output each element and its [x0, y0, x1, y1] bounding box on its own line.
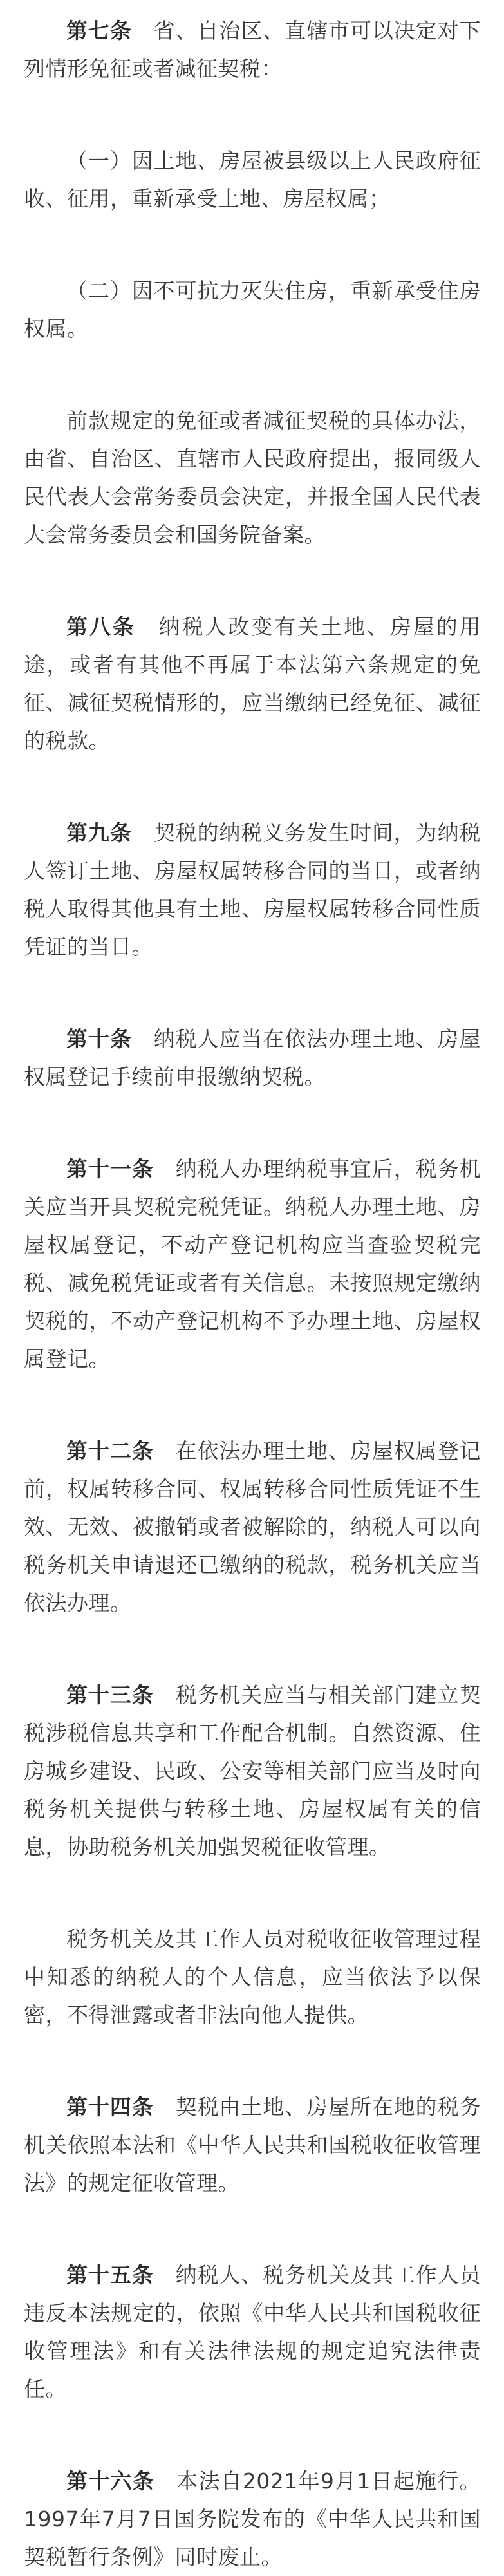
paragraph-text: （一）因土地、房屋被县级以上人民政府征收、征用，重新承受土地、房屋权属； [24, 148, 481, 211]
article-heading: 第八条 [66, 614, 136, 639]
paragraph-text: 省、自治区、直辖市可以决定对下列情形免征或者减征契税： [24, 18, 481, 81]
paragraph-article-7 [24, 12, 481, 88]
paragraph-article-8 [24, 608, 481, 760]
paragraph-text: 纳税人、税务机关及其工作人员违反本法规定的，依照《中华人民共和国税收征收管理法》和有关法律法规的规定追究法律责任。 [24, 2262, 481, 2402]
article-heading: 第十二条 [66, 1438, 154, 1463]
paragraph-item-2 [24, 272, 481, 348]
article-heading: 第十六条 [66, 2468, 154, 2494]
paragraph-article-16 [24, 2462, 481, 2576]
article-heading: 第七条 [66, 18, 132, 43]
article-heading: 第十五条 [66, 2262, 154, 2288]
paragraph-text: 纳税人办理纳税事宜后，税务机关应当开具契税完税凭证。纳税人办理土地、房屋权属登记，不动产登记机构应当查验契税完税、减免税凭证或者有关信息。未按照规定缴纳契税的，不动产登记机构不予办理土地、房屋权属登记。 [24, 1156, 481, 1371]
article-heading: 第十三条 [66, 1682, 154, 1707]
paragraph-article-13-supplement [24, 1920, 481, 2034]
paragraph-text: 契税由土地、房屋所在地的税务机关依照本法和《中华人民共和国税收征收管理法》的规定征收管理。 [24, 2094, 481, 2195]
paragraph-text: 税务机关应当与相关部门建立契税涉税信息共享和工作配合机制。自然资源、住房城乡建设、民政、公安等相关部门应当及时向税务机关提供与转移土地、房屋权属有关的信息，协助税务机关加强契税征收管理。 [24, 1682, 481, 1859]
paragraph-article-14 [24, 2088, 481, 2202]
paragraph-text: 在依法办理土地、房屋权属登记前，权属转移合同、权属转移合同性质凭证不生效、无效、被撤销或者被解除的，纳税人可以向税务机关申请退还已缴纳的税款，税务机关应当依法办理。 [24, 1438, 481, 1615]
paragraph-article-7-supplement [24, 402, 481, 554]
paragraph-article-9 [24, 814, 481, 966]
article-heading: 第十一条 [66, 1156, 154, 1181]
paragraph-text: 前款规定的免征或者减征契税的具体办法，由省、自治区、直辖市人民政府提出，报同级人民代表大会常务委员会决定，并报全国人民代表大会常务委员会和国务院备案。 [24, 408, 481, 547]
paragraph-article-13 [24, 1676, 481, 1866]
paragraph-text: 纳税人应当在依法办理土地、房屋权属登记手续前申报缴纳契税。 [24, 1026, 481, 1089]
article-heading: 第十条 [66, 1026, 132, 1051]
paragraph-text: （二）因不可抗力灭失住房，重新承受住房权属。 [24, 278, 481, 341]
paragraph-item-1 [24, 142, 481, 218]
article-heading: 第十四条 [66, 2094, 154, 2120]
paragraph-text: 契税的纳税义务发生时间，为纳税人签订土地、房屋权属转移合同的当日，或者纳税人取得其他具有土地、房屋权属转移合同性质凭证的当日。 [24, 820, 481, 959]
paragraph-article-12 [24, 1432, 481, 1622]
paragraph-article-10 [24, 1020, 481, 1096]
paragraph-text: 税务机关及其工作人员对税收征收管理过程中知悉的纳税人的个人信息，应当依法予以保密，不得泄露或者非法向他人提供。 [24, 1926, 481, 2027]
paragraph-article-11 [24, 1150, 481, 1378]
paragraph-article-15 [24, 2256, 481, 2408]
paragraph-text: 本法自2021年9月1日起施行。1997年7月7日国务院发布的《中华人民共和国契税暂行条例》同时废止。 [24, 2468, 481, 2570]
paragraph-text: 纳税人改变有关土地、房屋的用途，或者有其他不再属于本法第六条规定的免征、减征契税情形的，应当缴纳已经免征、减征的税款。 [24, 614, 481, 753]
article-heading: 第九条 [66, 820, 132, 845]
